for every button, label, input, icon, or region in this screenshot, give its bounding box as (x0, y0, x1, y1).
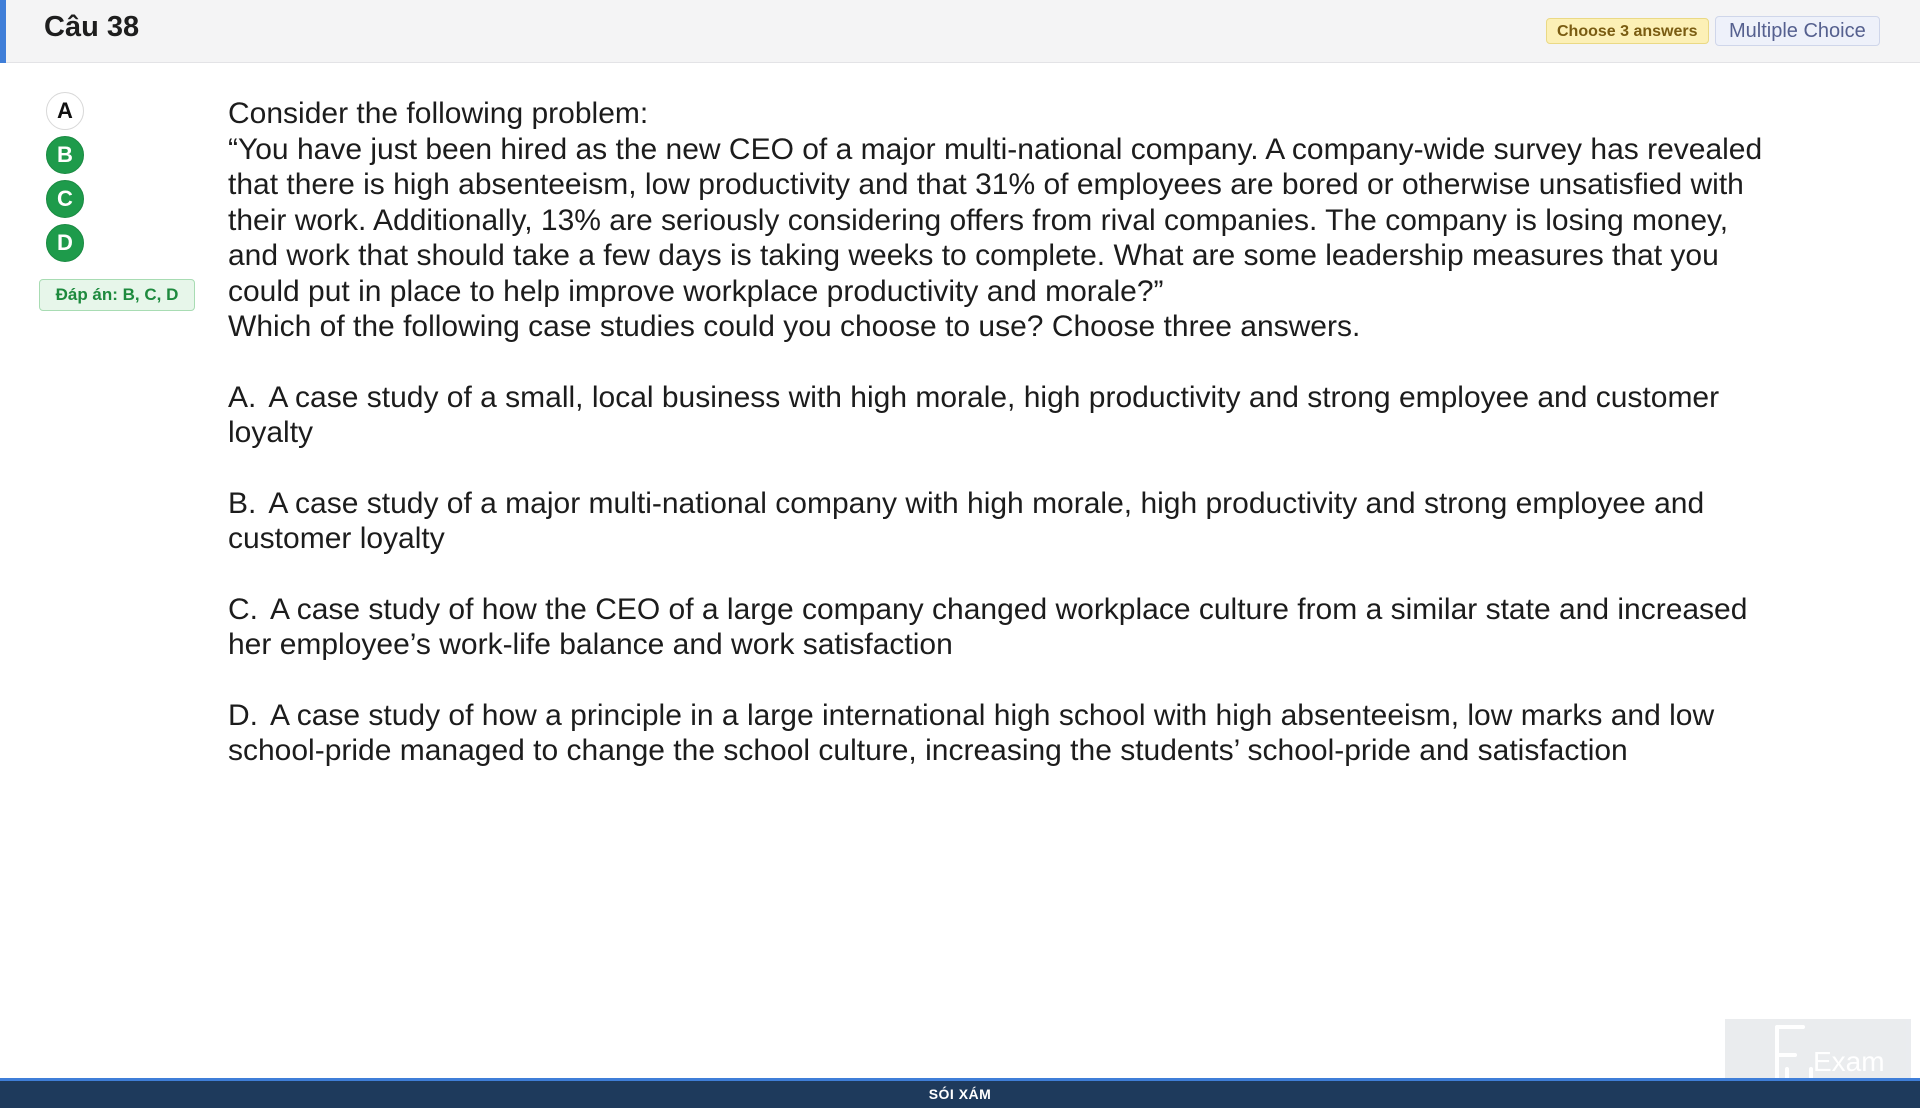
choice-letter: D. (228, 698, 258, 732)
choice-letter: A. (228, 380, 257, 414)
question-header (0, 0, 1920, 63)
question-number-title: Câu 38 (44, 11, 140, 43)
question-type-badge: Multiple Choice (1715, 16, 1880, 46)
watermark-text: Exam (1813, 1046, 1885, 1077)
choice-a (228, 380, 1768, 451)
answer-option-a[interactable]: A (46, 92, 84, 130)
answer-option-b[interactable]: B (46, 136, 84, 174)
choose-count-badge: Choose 3 answers (1546, 18, 1709, 44)
choice-text: A case study of a small, local business with high morale, high productivity and strong employee and customer loyalty (228, 380, 1720, 449)
question-body (228, 96, 1768, 804)
choice-letter: B. (228, 486, 257, 520)
question-prompt: Which of the following case studies could you choose to use? Choose three answers. (228, 310, 1361, 343)
choice-c (228, 592, 1768, 663)
answer-options-column (46, 92, 86, 268)
answer-option-d[interactable]: D (46, 224, 84, 262)
choice-letter: C. (228, 592, 258, 626)
choice-b (228, 486, 1768, 557)
choice-text: A case study of how a principle in a large international high school with high absenteeism, low marks and low school-pride managed to change the school culture, increasing the students’ school-pride and satisfaction (228, 698, 1715, 767)
question-scenario: “You have just been hired as the new CEO of a major multi-national company. A company-wide survey has revealed that there is high absenteeism, low productivity and that 31% of employees are bored or otherwise unsatisfied with their work. Additionally, 13% are seriously considering offers from rival companies. The company is losing money, and work that should take a few days is taking weeks to complete. What are some leadership measures that you could put in place to help improve workplace productivity and morale?” (228, 132, 1763, 308)
footer-bar (0, 1078, 1920, 1108)
choice-text: A case study of a major multi-national company with high morale, high productivity and strong employee and customer loyalty (228, 486, 1705, 555)
footer-label: SÓI XÁM (928, 1086, 992, 1102)
header-accent-bar (0, 0, 6, 63)
answer-key-badge: Đáp án: B, C, D (39, 279, 195, 311)
choice-text: A case study of how the CEO of a large company changed workplace culture from a similar state and increased her employee’s work-life balance and work satisfaction (228, 592, 1748, 661)
answer-option-c[interactable]: C (46, 180, 84, 218)
question-intro: Consider the following problem: (228, 97, 649, 130)
choice-d (228, 698, 1768, 769)
spacer (228, 345, 1768, 380)
